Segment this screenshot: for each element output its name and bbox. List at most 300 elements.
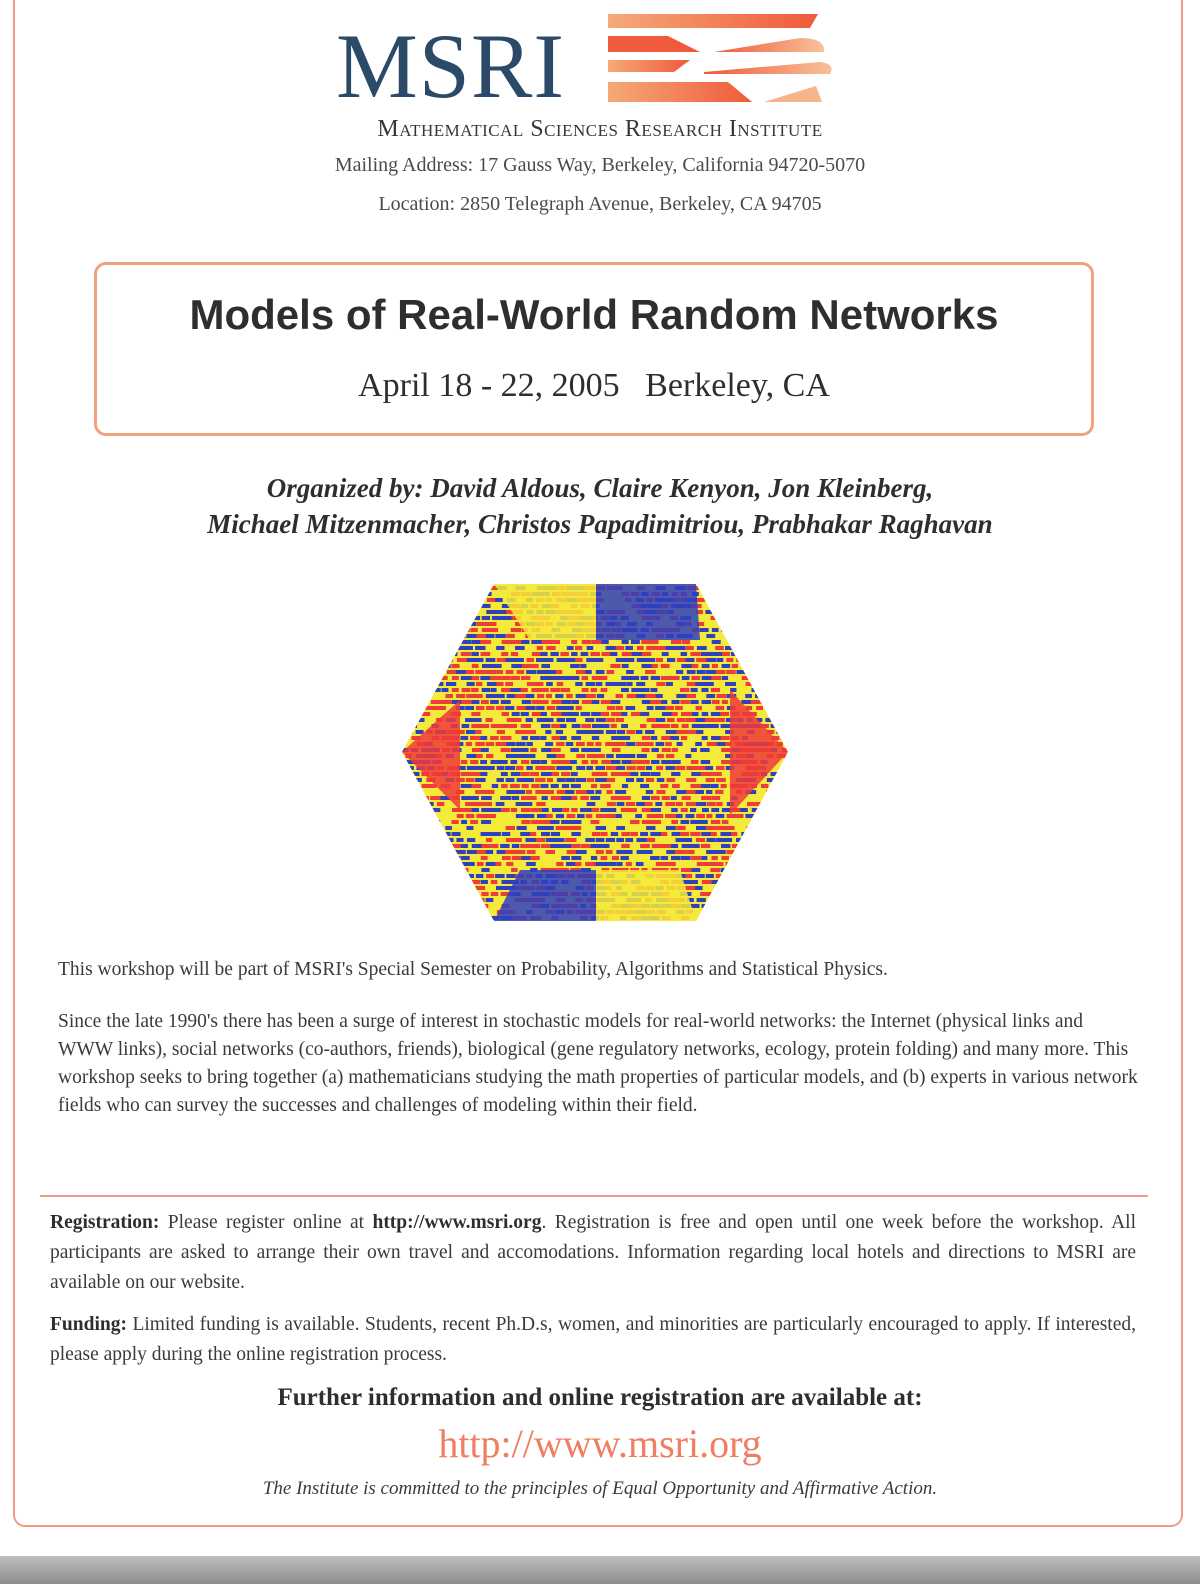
tiling-cell — [626, 790, 636, 794]
tiling-cell — [611, 844, 619, 848]
tiling-cell — [566, 730, 575, 734]
tiling-cell — [451, 820, 458, 824]
tiling-cell — [485, 730, 493, 734]
tiling-cell — [630, 772, 638, 776]
further-info-heading: Further information and online registration are available at: — [277, 1384, 923, 1411]
tiling-cell — [410, 880, 421, 884]
tiling-cell — [651, 808, 663, 812]
tiling-cell — [766, 802, 776, 806]
tiling-cell — [541, 772, 552, 776]
tiling-cell — [426, 874, 437, 878]
tiling-cell — [747, 802, 755, 806]
tiling-cell — [741, 820, 751, 824]
tiling-cell — [481, 832, 493, 836]
tiling-cell — [470, 628, 477, 632]
tiling-cell — [712, 880, 722, 884]
tiling-cell — [571, 772, 578, 776]
tiling-cell — [681, 856, 691, 860]
tiling-cell — [511, 808, 517, 812]
tiling-cell — [530, 772, 539, 776]
tiling-cell — [461, 856, 470, 860]
tiling-cell — [765, 670, 775, 674]
tiling-cell — [577, 838, 586, 842]
tiling-cell — [645, 658, 655, 662]
tiling-cell — [766, 874, 777, 878]
tiling-cell — [721, 796, 729, 800]
msri-website-link[interactable]: http://www.msri.org — [438, 1421, 762, 1466]
tiling-cell — [407, 694, 416, 698]
tiling-cell — [401, 880, 410, 884]
tiling-cell — [730, 916, 737, 920]
tiling-cell — [422, 844, 429, 848]
tiling-cell — [781, 580, 790, 584]
tiling-cell — [595, 766, 605, 770]
tiling-cell — [775, 706, 785, 710]
tiling-cell — [542, 796, 548, 800]
tiling-cell — [686, 730, 698, 734]
tiling-cell — [636, 838, 647, 842]
tiling-cell — [476, 598, 483, 602]
tiling-cell — [750, 628, 761, 632]
tiling-cell — [416, 682, 423, 686]
tiling-cell — [456, 922, 465, 925]
tiling-cell — [700, 748, 709, 752]
tiling-cell — [411, 808, 418, 812]
tiling-cell — [587, 790, 594, 794]
tiling-cell — [756, 706, 763, 710]
tiling-cell — [430, 880, 441, 884]
tiling-cell — [707, 886, 713, 890]
tiling-cell — [706, 814, 712, 818]
tiling-cell — [601, 640, 609, 644]
tiling-cell — [437, 622, 447, 626]
tiling-cell — [765, 826, 775, 830]
tiling-cell — [681, 652, 687, 656]
tiling-cell — [685, 814, 694, 818]
tiling-cell — [752, 640, 759, 644]
tiling-cell — [445, 826, 452, 830]
tiling-cell — [757, 598, 768, 602]
tiling-cell — [591, 580, 599, 584]
tiling-cell — [661, 700, 667, 704]
tiling-cell — [407, 922, 414, 925]
tiling-cell — [587, 730, 598, 734]
tiling-cell — [576, 706, 582, 710]
tiling-cell — [581, 784, 591, 788]
tiling-cell — [750, 916, 762, 920]
tiling-cell — [591, 784, 597, 788]
tiling-cell — [441, 820, 449, 824]
tiling-cell — [776, 898, 788, 902]
tiling-cell — [736, 814, 744, 818]
tiling-cell — [627, 922, 638, 925]
tiling-cell — [600, 784, 611, 788]
tiling-cell — [777, 826, 787, 830]
tiling-cell — [701, 856, 707, 860]
tiling-cell — [746, 922, 756, 925]
tiling-cell — [530, 676, 538, 680]
tiling-cell — [426, 670, 436, 674]
tiling-cell — [455, 850, 465, 854]
tiling-cell — [495, 634, 505, 638]
registration-link[interactable]: http://www.msri.org — [372, 1212, 542, 1233]
tiling-cell — [601, 772, 608, 776]
tiling-cell — [756, 610, 763, 614]
tiling-cell — [557, 718, 565, 722]
tiling-cell — [431, 820, 440, 824]
tiling-cell — [457, 658, 468, 662]
tiling-cell — [492, 904, 500, 908]
tiling-cell — [406, 706, 415, 710]
tiling-cell — [672, 832, 681, 836]
tiling-cell — [645, 802, 652, 806]
tiling-cell — [556, 742, 564, 746]
tiling-cell — [545, 742, 553, 746]
tiling-cell — [490, 652, 496, 656]
tiling-cell — [432, 832, 439, 836]
tiling-cell — [695, 874, 704, 878]
tiling-cell — [530, 796, 536, 800]
tiling-cell — [702, 916, 712, 920]
tiling-cell — [782, 664, 790, 668]
tiling-cell — [785, 766, 790, 770]
tiling-cell — [660, 784, 668, 788]
tiling-cell — [691, 760, 699, 764]
tiling-cell — [541, 688, 549, 692]
registration-text-rest: . Registration is free and open until one week before the workshop. All participants are asked to arrange their own travel and accomodations. Information regarding local hotels and directions to MSRI are available on our website. — [50, 1212, 1136, 1293]
tiling-cell — [412, 604, 418, 608]
tiling-cell — [540, 676, 551, 680]
tiling-cell — [702, 592, 712, 596]
tiling-cell — [591, 640, 601, 644]
tiling-cell — [500, 796, 511, 800]
tiling-cell — [621, 808, 631, 812]
tiling-cell — [470, 916, 480, 920]
tiling-cell — [706, 826, 718, 830]
tiling-cell — [766, 790, 778, 794]
tiling-cell — [760, 868, 768, 872]
tiling-cell — [486, 742, 494, 746]
tiling-cell — [746, 838, 753, 842]
tiling-cell — [586, 658, 597, 662]
tiling-cell — [716, 802, 722, 806]
tiling-cell — [436, 874, 448, 878]
tiling-cell — [582, 676, 588, 680]
tiling-cell — [770, 640, 777, 644]
tiling-cell — [596, 862, 607, 866]
tiling-cell — [400, 592, 412, 596]
tiling-cell — [481, 604, 492, 608]
tiling-cell — [616, 766, 625, 770]
tiling-cell — [580, 808, 592, 812]
tiling-cell — [756, 790, 766, 794]
tiling-cell — [717, 610, 726, 614]
tiling-cell — [665, 694, 676, 698]
tiling-cell — [736, 850, 746, 854]
tiling-cell — [585, 838, 595, 842]
registration-section — [50, 1208, 1136, 1298]
tiling-cell — [467, 658, 477, 662]
tiling-cell — [411, 700, 420, 704]
tiling-cell — [551, 748, 561, 752]
tiling-cell — [441, 628, 448, 632]
tiling-cell — [562, 748, 571, 752]
tiling-cell — [671, 856, 680, 860]
tiling-cell — [691, 796, 698, 800]
tiling-cell — [597, 694, 604, 698]
tiling-cell — [592, 676, 603, 680]
tiling-cell — [766, 586, 776, 590]
tiling-cell — [611, 724, 617, 728]
tiling-cell — [782, 844, 790, 848]
tiling-cell — [596, 658, 603, 662]
tiling-cell — [521, 688, 528, 692]
tiling-cell — [782, 892, 790, 896]
tiling-cell — [665, 802, 675, 806]
tiling-cell — [625, 754, 635, 758]
tiling-cell — [471, 784, 481, 788]
tiling-cell — [712, 664, 718, 668]
tiling-cell — [421, 652, 431, 656]
tiling-cell — [540, 820, 552, 824]
tiling-cell — [736, 898, 745, 902]
tiling-cell — [487, 790, 495, 794]
tiling-cell — [526, 646, 538, 650]
tiling-cell — [646, 646, 656, 650]
tiling-cell — [761, 808, 769, 812]
tiling-cell — [701, 724, 712, 728]
tiling-cell — [540, 784, 548, 788]
tiling-cell — [587, 646, 594, 650]
tiling-cell — [690, 700, 698, 704]
tiling-cell — [467, 682, 475, 686]
tiling-cell — [706, 754, 712, 758]
tiling-cell — [655, 922, 666, 925]
tiling-cell — [546, 922, 556, 925]
tiling-cell — [675, 706, 683, 710]
tiling-cell — [406, 838, 418, 842]
tiling-cell — [742, 676, 751, 680]
tiling-cell — [522, 784, 529, 788]
tiling-cell — [455, 586, 466, 590]
tiling-cell — [562, 784, 569, 788]
tiling-cell — [785, 814, 790, 818]
tiling-cell — [707, 646, 715, 650]
tiling-cell — [436, 646, 445, 650]
tiling-cell — [737, 922, 744, 925]
tiling-cell — [595, 790, 601, 794]
tiling-cell — [466, 622, 476, 626]
tiling-cell — [631, 784, 638, 788]
tiling-cell — [526, 790, 532, 794]
tiling-cell — [550, 820, 559, 824]
tiling-cell — [595, 802, 605, 806]
tiling-cell — [692, 736, 699, 740]
tiling-cell — [710, 916, 716, 920]
tiling-cell — [527, 850, 537, 854]
tiling-cell — [576, 730, 587, 734]
tiling-cell — [617, 730, 625, 734]
tiling-cell — [661, 832, 667, 836]
tiling-cell — [656, 694, 663, 698]
tiling-cell — [406, 802, 417, 806]
tiling-cell — [431, 868, 439, 872]
tiling-cell — [450, 652, 457, 656]
tiling-cell — [670, 760, 681, 764]
tiling-cell — [411, 628, 420, 632]
tiling-cell — [521, 640, 529, 644]
tiling-cell — [666, 682, 673, 686]
tiling-cell — [521, 724, 531, 728]
tiling-cell — [406, 814, 413, 818]
tiling-cell — [545, 826, 553, 830]
tiling-cell — [786, 682, 790, 686]
tiling-cell — [432, 652, 439, 656]
tiling-cell — [610, 664, 620, 668]
tiling-cell — [457, 598, 468, 602]
tiling-cell — [471, 688, 478, 692]
tiling-cell — [511, 748, 521, 752]
tiling-cell — [506, 634, 515, 638]
tiling-cell — [777, 730, 788, 734]
tiling-cell — [457, 910, 468, 914]
tiling-cell — [746, 646, 756, 650]
tiling-cell — [531, 640, 542, 644]
tiling-cell — [677, 718, 686, 722]
tiling-cell — [421, 880, 429, 884]
tiling-cell — [741, 640, 749, 644]
tiling-cell — [486, 754, 493, 758]
tiling-cell — [631, 676, 639, 680]
tiling-cell — [427, 850, 436, 854]
tiling-cell — [596, 718, 606, 722]
tiling-cell — [666, 778, 675, 782]
tiling-cell — [777, 610, 787, 614]
tiling-cell — [741, 604, 753, 608]
tiling-cell — [456, 610, 464, 614]
tiling-cell — [782, 796, 790, 800]
tiling-cell — [601, 712, 609, 716]
tiling-cell — [745, 586, 752, 590]
tiling-cell — [786, 838, 790, 842]
tiling-cell — [412, 712, 424, 716]
tiling-cell — [452, 688, 459, 692]
tiling-cell — [692, 664, 699, 668]
tiling-cell — [421, 868, 428, 872]
tiling-cell — [701, 832, 711, 836]
tiling-cell — [646, 742, 654, 746]
tiling-cell — [672, 748, 678, 752]
tiling-cell — [452, 616, 459, 620]
tiling-cell — [461, 652, 471, 656]
tiling-cell — [711, 832, 717, 836]
tiling-cell — [580, 664, 586, 668]
tiling-cell — [607, 814, 616, 818]
tiling-cell — [605, 862, 616, 866]
tiling-cell — [421, 580, 432, 584]
tiling-cell — [685, 742, 692, 746]
tiling-cell — [482, 688, 490, 692]
tiling-cell — [561, 796, 572, 800]
tiling-cell — [771, 880, 779, 884]
tiling-cell — [471, 604, 480, 608]
tiling-cell — [727, 622, 733, 626]
tiling-cell — [741, 652, 750, 656]
tiling-cell — [405, 850, 412, 854]
tiling-cell — [777, 874, 788, 878]
organizers-line-1: Organized by: David Aldous, Claire Kenyon, Jon Kleinberg, — [266, 473, 934, 503]
tiling-cell — [686, 646, 694, 650]
tiling-cell — [541, 748, 551, 752]
tiling-cell — [696, 658, 707, 662]
tiling-cell — [756, 898, 763, 902]
tiling-cell — [427, 838, 436, 842]
tiling-cell — [412, 664, 420, 668]
tiling-cell — [475, 670, 487, 674]
tiling-cell — [776, 766, 786, 770]
tiling-cell — [410, 724, 417, 728]
tiling-cell — [476, 802, 486, 806]
tiling-cell — [582, 772, 591, 776]
tiling-cell — [771, 904, 780, 908]
tiling-cell — [720, 688, 727, 692]
tiling-cell — [475, 826, 482, 830]
tiling-cell — [576, 790, 588, 794]
tiling-cell — [742, 664, 753, 668]
tiling-cell — [491, 604, 501, 608]
tiling-cell — [537, 670, 547, 674]
tiling-cell — [526, 766, 532, 770]
tiling-cell — [785, 862, 790, 866]
tiling-cell — [461, 784, 473, 788]
tiling-cell — [720, 916, 732, 920]
tiling-cell — [657, 778, 665, 782]
tiling-cell — [596, 646, 604, 650]
tiling-cell — [725, 682, 736, 686]
tiling-cell — [702, 640, 709, 644]
tiling-cell — [556, 730, 563, 734]
tiling-cell — [701, 820, 708, 824]
tiling-cell — [616, 922, 626, 925]
tiling-cell — [660, 772, 672, 776]
tiling-cell — [726, 658, 733, 662]
tiling-cell — [521, 856, 531, 860]
tiling-cell — [502, 868, 509, 872]
tiling-cell — [726, 886, 736, 890]
tiling-cell — [542, 808, 549, 812]
tiling-cell — [672, 712, 678, 716]
tiling-cell — [420, 664, 429, 668]
tiling-cell — [731, 676, 739, 680]
tiling-cell — [541, 760, 547, 764]
tiling-cell — [741, 700, 752, 704]
tiling-cell — [702, 700, 711, 704]
tiling-cell — [451, 604, 460, 608]
tiling-cell — [585, 718, 594, 722]
tiling-cell — [776, 886, 782, 890]
tiling-cell — [686, 790, 696, 794]
tiling-cell — [515, 694, 526, 698]
tiling-cell — [610, 652, 617, 656]
tiling-cell — [477, 862, 484, 866]
tiling-cell — [636, 742, 647, 746]
tiling-cell — [665, 814, 677, 818]
tiling-cell — [481, 892, 488, 896]
tiling-cell — [782, 688, 790, 692]
tiling-cell — [425, 826, 435, 830]
tiling-cell — [482, 916, 493, 920]
tiling-cell — [435, 694, 441, 698]
